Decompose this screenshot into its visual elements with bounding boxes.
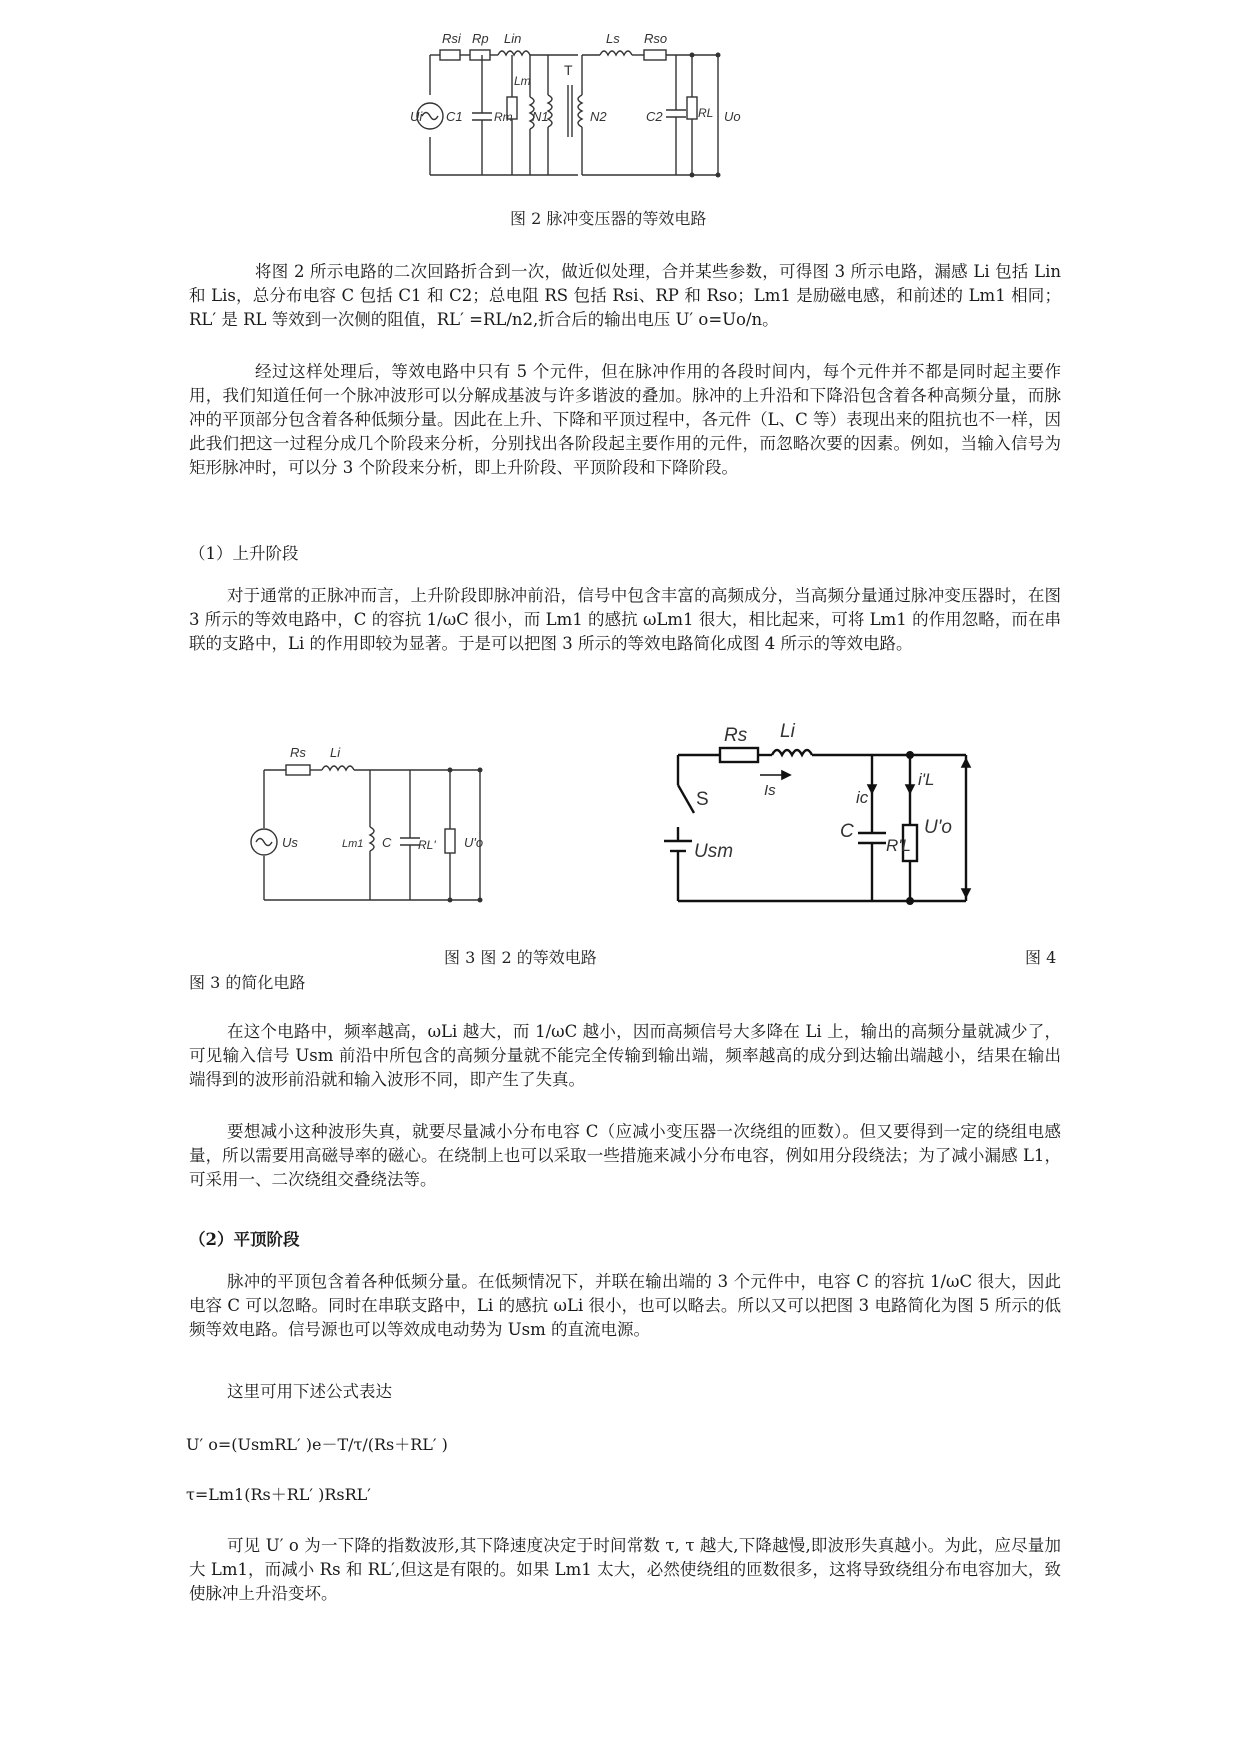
- figure-4-caption-text: 图 3 的简化电路: [189, 973, 306, 992]
- paragraph-7: 这里可用下述公式表达: [227, 1382, 392, 1401]
- inductor-ls: [600, 51, 632, 55]
- label-rs: Rs: [290, 745, 306, 760]
- label-n2: N2: [590, 109, 607, 124]
- resistor-rl-prime: [445, 829, 455, 853]
- paragraph-8: 可见 U′ o 为一下降的指数波形,其下降速度决定于时间常数 τ, τ 越大,下降越慢,即波形失真越小。为此，应尽量加大 Lm1，而减小 Rs 和 RL′,但这是有限的。如果 Lm1 太大，必然使绕组的匝数很多，这将导致绕组分布电容加大，致使脉冲上升沿变坏。: [189, 1536, 1061, 1603]
- label-is: Is: [764, 782, 776, 799]
- label-lin: Lin: [504, 31, 522, 46]
- paragraph-6: 脉冲的平顶包含着各种低频分量。在低频情况下，并联在输出端的 3 个元件中，电容 C 的容抗 1/ωC 很大，因此电容 C 可以忽略。同时在串联支路中，Li 的感抗 ωLi 很小，也可以略去。所以又可以把图 3 电路简化为图 5 所示的低频等效电路。信号源也可以等效成电动势为 Usm 的直流电源。: [189, 1272, 1061, 1339]
- paragraph-3: 对于通常的正脉冲而言，上升阶段即脉冲前沿，信号中包含丰富的高频成分，当高频分量通过脉冲变压器时，在图 3 所示的等效电路中，C 的容抗 1/ωC 很小，而 Lm1 的感抗 ωLm1 很大，相比起来，可将 Lm1 的作用忽略，而在串联的支路中，Li 的作用即较为显著。于是可以把图 3 所示的等效电路简化成图 4 所示的等效电路。: [189, 586, 1061, 653]
- formula-time-constant: τ=Lm1(Rs＋RL′ )RsRL′: [186, 1485, 371, 1504]
- formula-output-voltage: U′ o=(UsmRL′ )e－T/τ/(Rs＋RL′ ): [186, 1435, 448, 1454]
- heading-rise-stage: （1）上升阶段: [189, 544, 299, 563]
- label-li: Li: [330, 745, 341, 760]
- label-li-fig4: Li: [780, 721, 795, 742]
- paragraph-2: 经过这样处理后，等效电路中只有 5 个元件，但在脉冲作用的各段时间内，每个元件并不都是同时起主要作用，我们知道任何一个脉冲波形可以分解成基波与许多谐波的叠加。脉冲的上升沿和下降沿包含着各种高频分量，而脉冲的平顶部分包含着各种低频分量。因此在上升、下降和平顶过程中，各元件（L、C 等）表现出来的阻抗也不一样，因此我们把这一过程分成几个阶段来分析，分别找出各阶段起主要作用的元件，而忽略次要的因素。例如，当输入信号为矩形脉冲时，可以分 3 个阶段来分析，即上升阶段、平顶阶段和下降阶段。: [189, 362, 1061, 477]
- label-n1: N1: [532, 109, 549, 124]
- resistor-rl: [687, 97, 697, 119]
- winding-n2: [578, 95, 582, 127]
- label-ui: Ui: [410, 109, 423, 124]
- paragraph-5: 要想减小这种波形失真，就要尽量减小分布电容 C（应减小变压器一次绕组的匝数）。但又要得到一定的绕组电感量，所以需要用高磁导率的磁心。在绕制上也可以采取一些措施来减小分布电容，例如用分段绕法；为了减小漏感 L1，可采用一、二次绕组交叠绕法等。: [189, 1122, 1061, 1189]
- figure-4-svg: [660, 705, 1000, 915]
- label-c: C: [382, 835, 392, 850]
- paragraph-1: 将图 2 所示电路的二次回路折合到一次，做近似处理，合并某些参数，可得图 3 所示电路，漏感 Li 包括 Lin 和 Lis，总分布电容 C 包括 C1 和 C2；总电阻 RS 包括 Rsi、RP 和 Rso；Lm1 是励磁电感，和前述的 Lm1 相同；RL′ 是 RL 等效到一次侧的阻值，RL′ =RL/n2,折合后的输出电压 U′ o=Uo/n。: [189, 262, 1061, 329]
- inductor-li-fig4: [772, 750, 812, 755]
- label-uo-fig4: U'o: [924, 817, 952, 838]
- label-s: S: [696, 789, 709, 810]
- label-uo-prime: U'o: [464, 835, 484, 850]
- label-c1: C1: [446, 109, 463, 124]
- figure-4-circuit: [660, 705, 1000, 915]
- inductor-lm1: [370, 827, 374, 851]
- figure-3-svg: [250, 735, 510, 915]
- figure-3-caption: 图 3 图 2 的等效电路: [444, 948, 597, 967]
- label-rp: Rp: [472, 31, 489, 46]
- figure-4-caption-label: 图 4: [1025, 948, 1057, 967]
- label-rso: Rso: [644, 31, 668, 46]
- label-lm1: Lm1: [342, 838, 364, 850]
- figure-2-circuit: [400, 25, 840, 185]
- label-uo: Uo: [724, 109, 741, 124]
- label-lm: Lm: [514, 74, 531, 88]
- resistor-rso: [644, 50, 666, 60]
- label-rsi: Rsi: [442, 31, 461, 46]
- label-rs-fig4: Rs: [724, 725, 748, 746]
- heading-flat-top-stage: （2）平顶阶段: [189, 1230, 300, 1249]
- inductor-li: [322, 766, 354, 770]
- label-rm: Rm: [494, 110, 513, 124]
- label-c-fig4: C: [840, 821, 854, 842]
- resistor-rs-fig4: [720, 748, 758, 762]
- inductor-lin: [498, 51, 530, 55]
- label-ls: Ls: [606, 31, 620, 46]
- label-c2: C2: [646, 109, 663, 124]
- label-us: Us: [282, 835, 298, 850]
- resistor-rp: [470, 50, 490, 60]
- label-t: T: [564, 62, 573, 78]
- figure-3-circuit: [250, 735, 510, 915]
- paragraph-4: 在这个电路中，频率越高，ωLi 越大，而 1/ωC 越小，因而高频信号大多降在 Li 上，输出的高频分量就减少了，可见输入信号 Usm 前沿中所包含的高频分量就不能完全传输到输出端，频率越高的成分到达输出端越小，结果在输出端得到的波形前沿就和输入波形不同，即产生了失真。: [189, 1022, 1061, 1089]
- label-rl-fig4: R'L: [886, 836, 911, 855]
- label-rl: RL: [698, 106, 714, 120]
- resistor-rs: [286, 765, 310, 775]
- label-usm: Usm: [694, 841, 734, 862]
- figure-2-caption: 图 2 脉冲变压器的等效电路: [510, 209, 707, 228]
- label-ic: ic: [856, 788, 869, 807]
- label-il: i'L: [918, 770, 935, 789]
- figure-2-svg: [400, 25, 840, 185]
- resistor-rsi: [440, 50, 460, 60]
- label-rl-prime: RL': [418, 838, 436, 852]
